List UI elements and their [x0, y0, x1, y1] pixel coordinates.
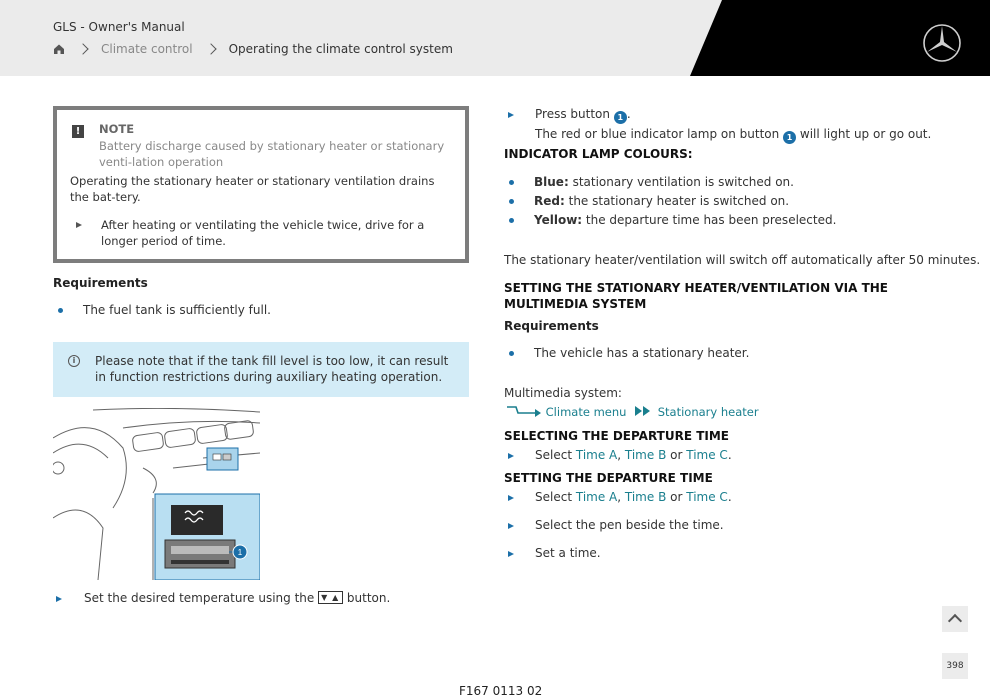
- mercedes-star-logo: [922, 23, 962, 63]
- chevron-up-icon: [948, 614, 962, 628]
- menu-link-stationary-heater[interactable]: Stationary heater: [657, 405, 759, 419]
- manual-title: GLS - Owner's Manual: [53, 20, 185, 34]
- time-a-link[interactable]: Time A: [575, 448, 618, 462]
- dashboard-illustration: [53, 408, 260, 580]
- note-step: [70, 217, 455, 249]
- warning-icon: !: [72, 125, 84, 138]
- bullet-dot: [509, 199, 514, 204]
- button-1-icon: 1: [614, 111, 627, 124]
- step-arrow-icon: [508, 523, 514, 529]
- setting-departure-title: SETTING THE DEPARTURE TIME: [504, 471, 713, 485]
- time-c-link[interactable]: Time C: [686, 490, 728, 504]
- select-time-step-2: Select Time A, Time B or Time C.: [508, 490, 732, 504]
- colour-item-yellow: Yellow: the departure time has been preselected.: [534, 213, 837, 227]
- press-button-step: Press button 1 .: [508, 107, 631, 124]
- button-1-icon: 1: [783, 131, 796, 144]
- note-label: NOTE: [99, 122, 135, 136]
- colour-item-red: Red: the stationary heater is switched on.: [534, 194, 790, 208]
- requirements-title-right: Requirements: [504, 319, 599, 333]
- breadcrumb-current: Operating the climate control system: [228, 42, 453, 56]
- step-arrow-icon: [76, 222, 82, 228]
- info-icon: i: [68, 355, 80, 367]
- requirement-fuel: The fuel tank is sufficiently full.: [83, 303, 271, 317]
- note-step-text: After heating or ventilating the vehicle twice, drive for a longer period of time.: [101, 218, 425, 248]
- selecting-departure-title: SELECTING THE DEPARTURE TIME: [504, 429, 729, 443]
- select-pen-step: Select the pen beside the time.: [508, 518, 724, 532]
- home-icon[interactable]: [53, 43, 65, 55]
- note-box: [53, 106, 469, 263]
- multimedia-label: Multimedia system:: [504, 386, 622, 400]
- info-box: [53, 342, 469, 397]
- double-chevron-icon: [634, 405, 652, 417]
- scroll-to-top-button[interactable]: [942, 606, 968, 632]
- chevron-right-icon: [77, 43, 88, 54]
- temperature-button-icon: ▼ ▲: [318, 591, 343, 604]
- step-arrow-icon: [508, 495, 514, 501]
- requirements-title: Requirements: [53, 276, 148, 290]
- note-subtitle: Battery discharge caused by stationary heater or stationary venti-lation operation: [99, 139, 445, 169]
- requirement-heater: The vehicle has a stationary heater.: [534, 346, 750, 360]
- time-a-link[interactable]: Time A: [575, 490, 618, 504]
- time-c-link[interactable]: Time C: [686, 448, 728, 462]
- set-time-step: Set a time.: [508, 546, 601, 560]
- svg-text:1: 1: [237, 548, 243, 557]
- bullet-dot: [509, 351, 514, 356]
- figure-code: F167 0113 02: [459, 684, 543, 698]
- set-temperature-step: Set the desired temperature using the ▼ ▲ button.: [56, 591, 390, 605]
- info-text: Please note that if the tank fill level is too low, it can result in function restrictions during auxiliary heating operation.: [95, 354, 449, 384]
- bullet-dot: [58, 308, 63, 313]
- step-arrow-icon: [508, 551, 514, 557]
- bullet-dot: [509, 218, 514, 223]
- colour-item-blue: Blue: stationary ventilation is switched on.: [534, 175, 794, 189]
- bullet-dot: [509, 180, 514, 185]
- page-header: [0, 0, 990, 76]
- chevron-right-icon: [205, 43, 216, 54]
- time-b-link[interactable]: Time B: [624, 490, 667, 504]
- menu-path-arrow-icon: [506, 405, 542, 417]
- page-number: 398: [942, 653, 968, 679]
- select-time-step: Select Time A, Time B or Time C.: [508, 448, 732, 462]
- auto-off-text: The stationary heater/ventilation will switch off automatically after 50 minutes.: [504, 253, 981, 267]
- breadcrumb: [53, 42, 453, 56]
- time-b-link[interactable]: Time B: [624, 448, 667, 462]
- step-arrow-icon: [508, 112, 514, 118]
- indicator-colours-title: INDICATOR LAMP COLOURS:: [504, 147, 693, 161]
- note-body: Operating the stationary heater or stationary ventilation drains the bat-tery.: [70, 174, 435, 204]
- step-arrow-icon: [508, 453, 514, 459]
- step-arrow-icon: [56, 596, 62, 602]
- indicator-lamp-result: The red or blue indicator lamp on button 1 will light up or go out.: [535, 127, 932, 142]
- multimedia-setting-title: SETTING THE STATIONARY HEATER/VENTILATION VIA THE MULTIMEDIA SYSTEM: [504, 281, 889, 311]
- breadcrumb-link-climate-control[interactable]: Climate control: [101, 42, 193, 56]
- menu-path: [506, 405, 759, 419]
- menu-link-climate[interactable]: Climate menu: [545, 405, 627, 419]
